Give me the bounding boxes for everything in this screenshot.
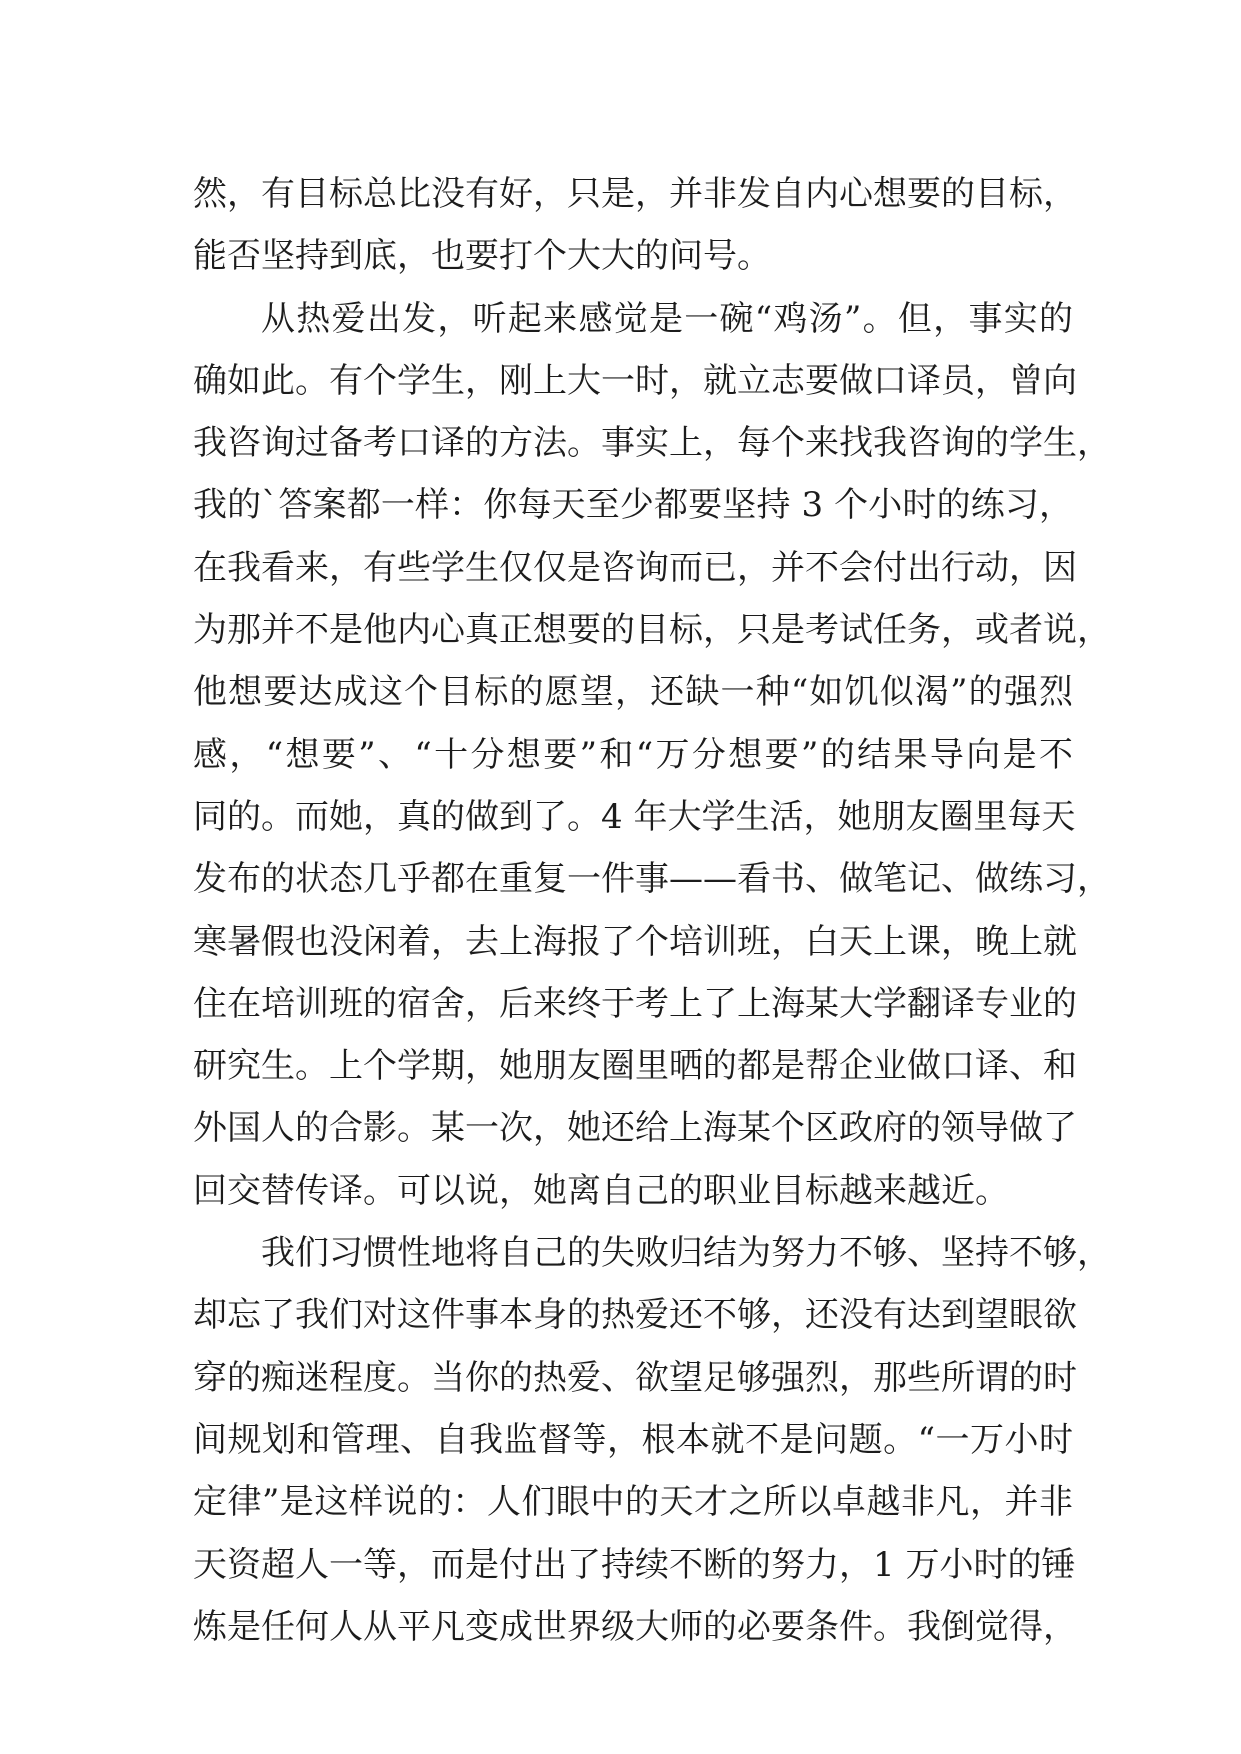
text-line: 确如此。有个学生，刚上大一时，就立志要做口译员，曾向 <box>193 360 1077 401</box>
text-line: 间规划和管理、自我监督等，根本就不是问题。“一万小时 <box>193 1419 1073 1460</box>
paragraph-2 <box>193 288 1111 1222</box>
text-line: 却忘了我们对这件事本身的热爱还不够，还没有达到望眼欲 <box>193 1295 1077 1336</box>
text-line: 穿的痴迷程度。当你的热爱、欲望足够强烈，那些所谓的时 <box>193 1357 1077 1398</box>
text-line: 在我看来，有些学生仅仅是咨询而已，并不会付出行动，因 <box>193 547 1077 588</box>
paragraph-3 <box>193 1222 1111 1658</box>
body-text <box>193 163 1111 1658</box>
text-line: 住在培训班的宿舍，后来终于考上了上海某大学翻译专业的 <box>193 983 1077 1024</box>
text-line: 研究生。上个学期，她朋友圈里晒的都是帮企业做口译、和 <box>193 1046 1077 1087</box>
text-line: 同的。而她，真的做到了。4 年大学生活，她朋友圈里每天 <box>193 796 1076 837</box>
text-line: 我的`答案都一样：你每天至少都要坚持 3 个小时的练习， <box>193 485 1073 526</box>
text-line: 定律”是这样说的：人们眼中的天才之所以卓越非凡，并非 <box>193 1482 1073 1523</box>
text-line: 我们习惯性地将自己的失败归结为努力不够、坚持不够， <box>261 1233 1111 1274</box>
text-line: 回交替传译。可以说，她离自己的职业目标越来越近。 <box>193 1170 1009 1211</box>
text-line: 从热爱出发，听起来感觉是一碗“鸡汤”。但，事实的 <box>261 298 1073 339</box>
text-line: 为那并不是他内心真正想要的目标，只是考试任务，或者说， <box>193 610 1111 651</box>
text-line: 感，“想要”、“十分想要”和“万分想要”的结果导向是不 <box>193 734 1073 775</box>
text-line: 他想要达成这个目标的愿望，还缺一种“如饥似渴”的强烈 <box>193 672 1073 713</box>
text-line: 发布的状态几乎都在重复一件事——看书、做笔记、做练习， <box>193 859 1111 900</box>
paragraph-1 <box>193 163 1077 288</box>
text-line: 天资超人一等，而是付出了持续不断的努力，1 万小时的锤 <box>193 1544 1076 1585</box>
text-line: 炼是任何人从平凡变成世界级大师的必要条件。我倒觉得， <box>193 1606 1077 1647</box>
text-line: 然，有目标总比没有好，只是，并非发自内心想要的目标， <box>193 174 1077 214</box>
text-line: 能否坚持到底，也要打个大大的问号。 <box>193 236 771 277</box>
text-line: 寒暑假也没闲着，去上海报了个培训班，白天上课，晚上就 <box>193 921 1077 962</box>
text-line: 外国人的合影。某一次，她还给上海某个区政府的领导做了 <box>193 1108 1077 1149</box>
text-line: 我咨询过备考口译的方法。事实上，每个来找我咨询的学生， <box>193 423 1111 464</box>
